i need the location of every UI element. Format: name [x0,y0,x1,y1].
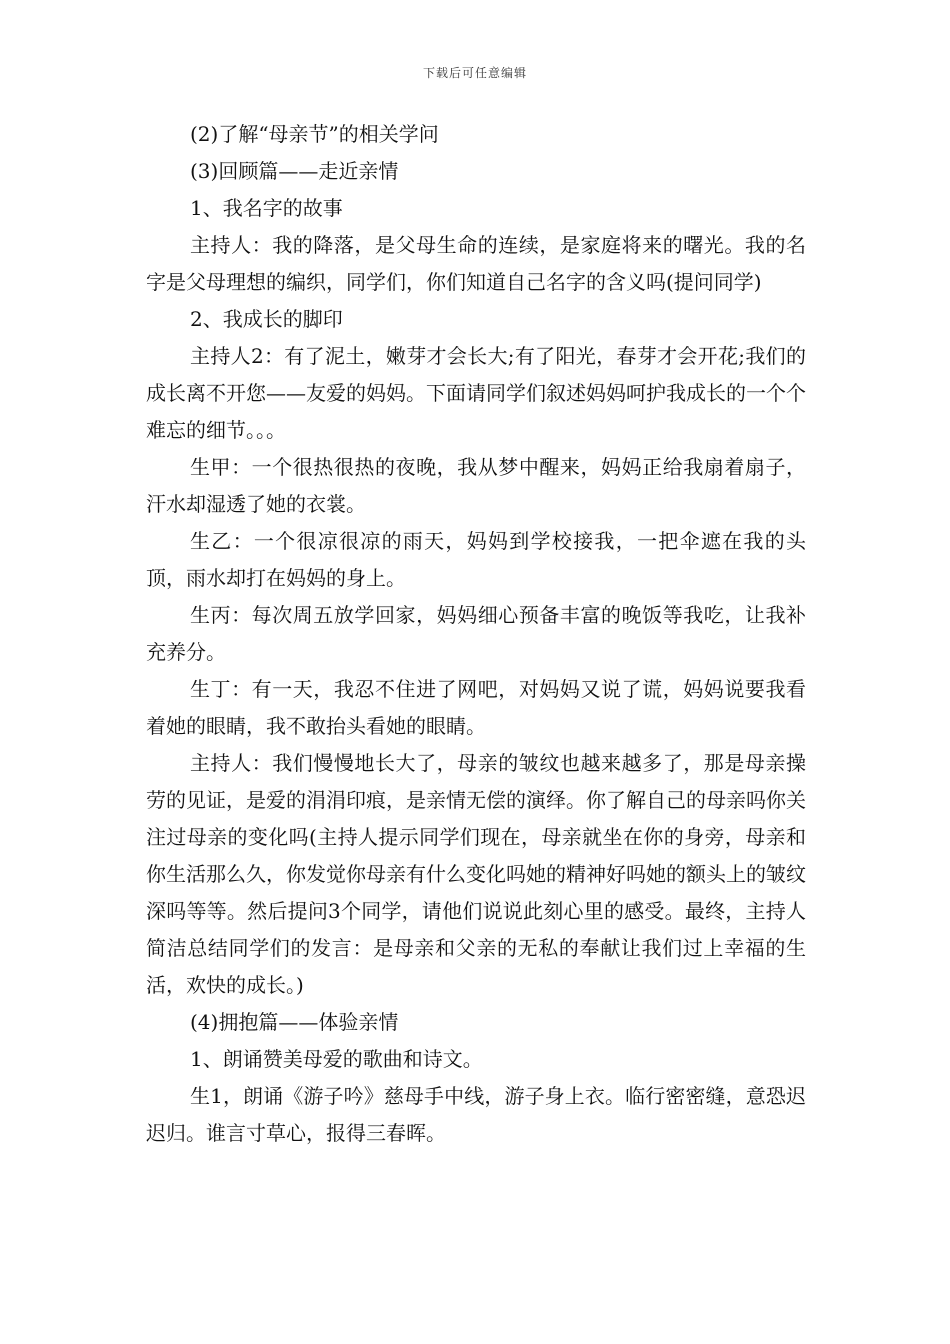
paragraph-host-name-speech: 主持人：我的降落，是父母生命的连续，是家庭将来的曙光。我的名字是父母理想的编织，同学们，你们知道自己名字的含义吗(提问同学) [146,233,806,294]
paragraph-student-b: 生乙：一个很凉很凉的雨天，妈妈到学校接我，一把伞遮在我的头顶，雨水却打在妈妈的身上。 [146,529,806,590]
paragraph-student-a: 生甲：一个很热很热的夜晚，我从梦中醒来，妈妈正给我扇着扇子，汗水却湿透了她的衣裳。 [146,455,806,516]
paragraph-host2-speech: 主持人2：有了泥土，嫩芽才会长大;有了阳光，春芽才会开花;我们的成长离不开您——友爱的妈妈。下面请同学们叙述妈妈呵护我成长的一个个难忘的细节。。。 [146,344,806,442]
paragraph-section-embrace: (4)拥抱篇——体验亲情 [190,1010,399,1034]
paragraph-recite-songs: 1、朗诵赞美母爱的歌曲和诗文。 [190,1047,483,1071]
document-body [146,116,806,1152]
paragraph-student-c: 生丙：每次周五放学回家，妈妈细心预备丰富的晚饭等我吃，让我补充养分。 [146,603,806,664]
paragraph-section-review: (3)回顾篇——走近亲情 [190,159,399,183]
paragraph-my-name-story: 1、我名字的故事 [190,196,343,220]
paragraph-student1-poem: 生1，朗诵《游子吟》慈母手中线，游子身上衣。临行密密缝，意恐迟迟归。谁言寸草心，报得三春晖。 [146,1084,806,1145]
paragraph-host-mother-changes: 主持人：我们慢慢地长大了，母亲的皱纹也越来越多了，那是母亲操劳的见证，是爱的涓涓印痕，是亲情无偿的演绎。你了解自己的母亲吗你关注过母亲的变化吗(主持人提示同学们现在，母亲就坐在你的身旁，母亲和你生活那么久，你发觉你母亲有什么变化吗她的精神好吗她的额头上的皱纹深吗等等。然后提问3个同学，请他们说说此刻心里的感受。最终，主持人简洁总结同学们的发言：是母亲和父亲的无私的奉献让我们过上幸福的生活，欢快的成长。) [146,751,806,997]
paragraph-growth-footprints: 2、我成长的脚印 [190,307,343,331]
paragraph-student-d: 生丁：有一天，我忍不住进了网吧，对妈妈又说了谎，妈妈说要我看着她的眼睛，我不敢抬头看她的眼睛。 [146,677,806,738]
paragraph-intro-mothers-day: (2)了解“母亲节”的相关学问 [190,122,439,146]
page-header: 下载后可任意编辑 [422,66,527,80]
